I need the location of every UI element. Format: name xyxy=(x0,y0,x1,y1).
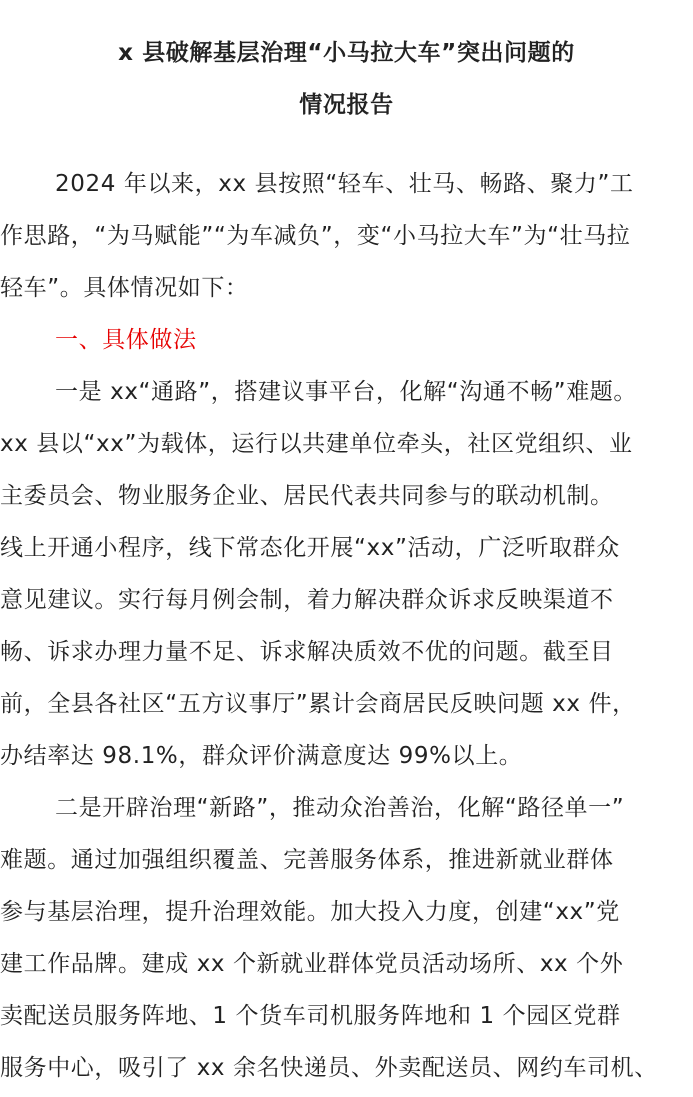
paragraph-line: 建工作品牌。建成 xx 个新就业群体党员活动场所、xx 个外 xyxy=(0,951,624,977)
paragraph-line: 2024 年以来，xx 县按照“轻车、壮马、畅路、聚力”工 xyxy=(55,171,634,197)
paragraph-line: 服务中心，吸引了 xx 余名快递员、外卖配送员、网约车司机、 xyxy=(0,1055,658,1081)
paragraph-line: 二是开辟治理“新路”，推动众治善治，化解“路径单一” xyxy=(55,795,625,821)
section-heading: 一、具体做法 xyxy=(55,327,197,353)
paragraph-line: 畅、诉求办理力量不足、诉求解决质效不优的问题。截至目 xyxy=(0,639,614,665)
paragraph-line: 作思路，“为马赋能”“为车减负”，变“小马拉大车”为“壮马拉 xyxy=(0,223,631,249)
paragraph-line: xx 县以“xx”为载体，运行以共建单位牵头，社区党组织、业 xyxy=(0,431,633,457)
document-title xyxy=(0,27,693,131)
paragraph-line: 主委员会、物业服务企业、居民代表共同参与的联动机制。 xyxy=(0,483,614,509)
paragraph-line: 卖配送员服务阵地、1 个货车司机服务阵地和 1 个园区党群 xyxy=(0,1003,621,1029)
paragraph-line: 难题。通过加强组织覆盖、完善服务体系，推进新就业群体 xyxy=(0,847,614,873)
document-body xyxy=(0,158,693,1094)
paragraph-line: 前，全县各社区“五方议事厅”累计会商居民反映问题 xx 件， xyxy=(0,691,636,717)
title-line-1: x 县破解基层治理“小马拉大车”突出问题的 xyxy=(118,40,575,66)
paragraph-line: 意见建议。实行每月例会制，着力解决群众诉求反映渠道不 xyxy=(0,587,614,613)
paragraph-line: 办结率达 98.1%，群众评价满意度达 99%以上。 xyxy=(0,743,523,769)
paragraph-line: 参与基层治理，提升治理效能。加大投入力度，创建“xx”党 xyxy=(0,899,620,925)
paragraph-line: 线上开通小程序，线下常态化开展“xx”活动，广泛听取群众 xyxy=(0,535,620,561)
title-line-2: 情况报告 xyxy=(299,92,394,118)
paragraph-line: 一是 xx“通路”，搭建议事平台，化解“沟通不畅”难题。 xyxy=(55,379,637,405)
paragraph-line: 轻车”。具体情况如下： xyxy=(0,275,249,301)
